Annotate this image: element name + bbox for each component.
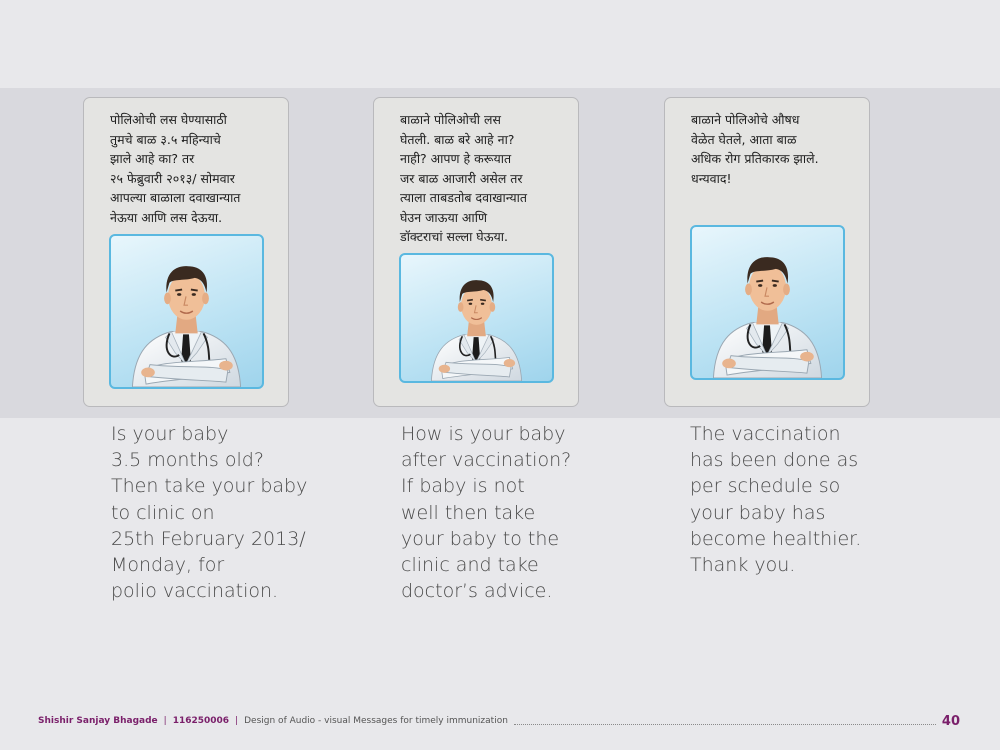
marathi-line: तुमचे बाळ ३.५ महिन्याचे [110,131,221,147]
caption-line: Thank you. [690,554,796,577]
marathi-line: २५ फेब्रुवारी २०१३/ सोमवार [110,170,235,186]
caption-line: your baby has [690,501,826,524]
message-card-3 [664,97,870,407]
marathi-message-1 [110,110,282,227]
english-caption-2 [401,421,571,604]
marathi-line: बाळाने पोलिओची लस [400,112,501,127]
footer-separator: | [163,716,167,726]
doctor-figure [401,255,552,381]
page-number: 40 [941,713,960,729]
message-card-1 [83,97,289,407]
doctor-illustration [109,234,264,389]
caption-line: Monday, for [111,554,225,577]
marathi-line: वेळेत घेतले, आता बाळ [691,131,797,147]
english-caption-1 [111,421,307,604]
caption-line: If baby is not [401,475,525,498]
doctor-figure [111,236,262,387]
caption-line: How is your baby [401,423,566,445]
marathi-line: धन्यवाद! [691,170,732,186]
footer-title: Design of Audio - visual Messages for timely immunization [244,716,508,726]
caption-line: polio vaccination. [111,580,279,603]
caption-line: clinic and take [401,554,539,577]
caption-line: to clinic on [111,501,215,524]
caption-line: Is your baby [111,423,229,445]
marathi-line: पोलिओची लस घेण्यासाठी [110,112,227,127]
caption-line: per schedule so [690,475,841,498]
footer-leader-dots [514,724,936,725]
caption-line: well then take [401,501,536,524]
marathi-line: घेउन जाऊया आणि [400,209,487,225]
caption-line: become healthier. [690,527,862,550]
footer-student-id: 116250006 [172,716,230,726]
footer-separator: | [235,716,239,726]
doctor-illustration [690,225,845,380]
marathi-line: झाले आहे का? तर [110,151,195,166]
caption-line: Then take your baby [111,475,308,498]
message-card-2 [373,97,579,407]
footer-author: Shishir Sanjay Bhagade [38,716,158,726]
english-caption-3 [690,421,861,578]
caption-line: 3.5 months old? [111,449,264,472]
marathi-line: डॉक्टराचां सल्ला घेऊया. [400,229,508,244]
marathi-message-2 [400,110,572,247]
marathi-line: जर बाळ आजारी असेल तर [400,170,523,186]
marathi-line: अधिक रोग प्रतिकारक झाले. [691,151,819,166]
marathi-line: नाही? आपण हे करूयात [400,151,512,166]
page-footer [38,714,960,728]
caption-line: has been done as [690,449,859,472]
marathi-line: त्याला ताबडतोब दवाखान्यात [400,190,528,205]
caption-line: after vaccination? [401,449,572,472]
doctor-figure [692,227,843,378]
caption-line: your baby to the [401,527,560,550]
marathi-message-3 [691,110,863,188]
caption-line: doctor’s advice. [401,580,553,603]
caption-line: 25th February 2013/ [111,527,306,550]
doctor-illustration [399,253,554,383]
marathi-line: नेऊया आणि लस देऊया. [110,209,223,225]
marathi-line: घेतली. बाळ बरे आहे ना? [400,131,515,147]
marathi-line: बाळाने पोलिओचे औषध [691,112,800,127]
marathi-line: आपल्या बाळाला दवाखान्यात [110,190,241,205]
caption-line: The vaccination [690,423,841,445]
